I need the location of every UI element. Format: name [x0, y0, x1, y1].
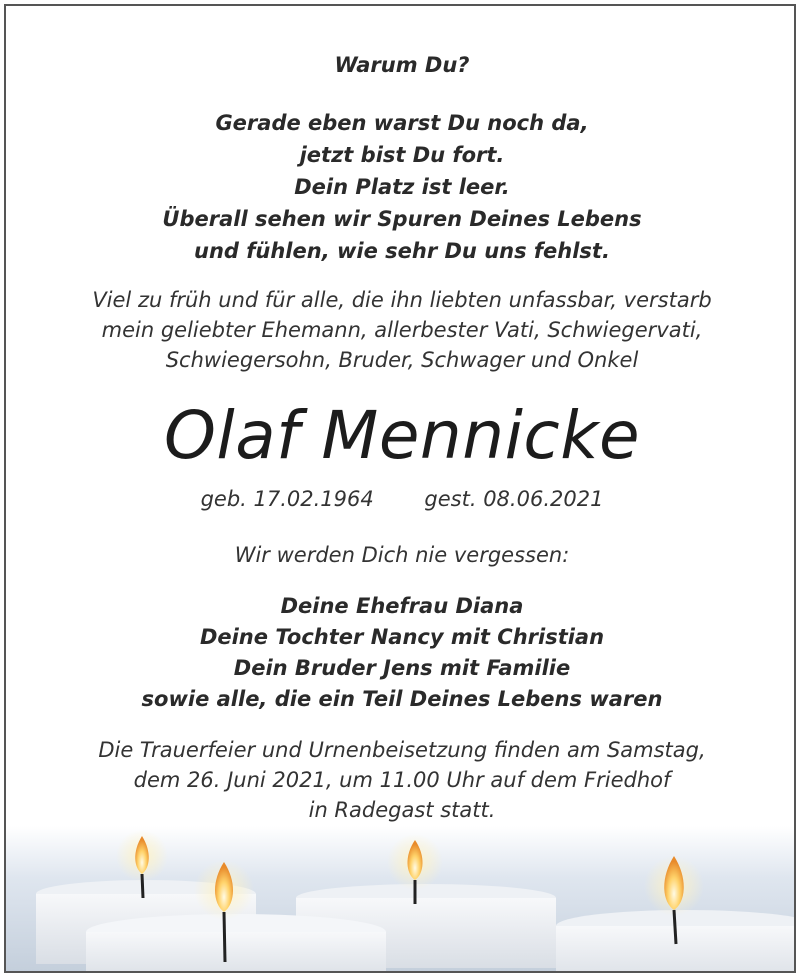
intro-line: Schwiegersohn, Bruder, Schwager und Onkel: [165, 348, 639, 372]
mourner-line: Deine Tochter Nancy mit Christian: [199, 625, 605, 649]
obituary-notice: [4, 4, 796, 973]
farewell-text: Wir werden Dich nie vergessen:: [234, 543, 570, 567]
intro-line: Viel zu früh und für alle, die ihn liebten unfassbar, verstarb: [92, 288, 712, 312]
life-dates: [6, 487, 796, 511]
funeral-line: in Radegast statt.: [308, 798, 496, 822]
poem-line: Überall sehen wir Spuren Deines Lebens: [162, 207, 642, 231]
poem-line: und fühlen, wie sehr Du uns fehlst.: [194, 239, 610, 263]
funeral-line: dem 26. Juni 2021, um 11.00 Uhr auf dem Friedhof: [133, 768, 671, 792]
mourner-line: sowie alle, die ein Teil Deines Lebens waren: [141, 687, 663, 711]
mourner-line: Deine Ehefrau Diana: [280, 594, 524, 618]
poem-line: Dein Platz ist leer.: [294, 175, 510, 199]
candles-image: [6, 826, 796, 973]
mourner-line: Dein Bruder Jens mit Familie: [233, 656, 571, 680]
poem-line: jetzt bist Du fort.: [299, 143, 505, 167]
poem-line: Gerade eben warst Du noch da,: [215, 111, 589, 135]
deceased-name: Olaf Mennicke: [163, 397, 641, 474]
intro-line: mein geliebter Ehemann, allerbester Vati, Schwiegervati,: [101, 318, 703, 342]
funeral-line: Die Trauerfeier und Urnenbeisetzung finden am Samstag,: [98, 738, 706, 762]
heading: Warum Du?: [334, 53, 470, 77]
death-date: gest. 08.06.2021: [424, 487, 604, 511]
birth-date: geb. 17.02.1964: [200, 487, 374, 511]
